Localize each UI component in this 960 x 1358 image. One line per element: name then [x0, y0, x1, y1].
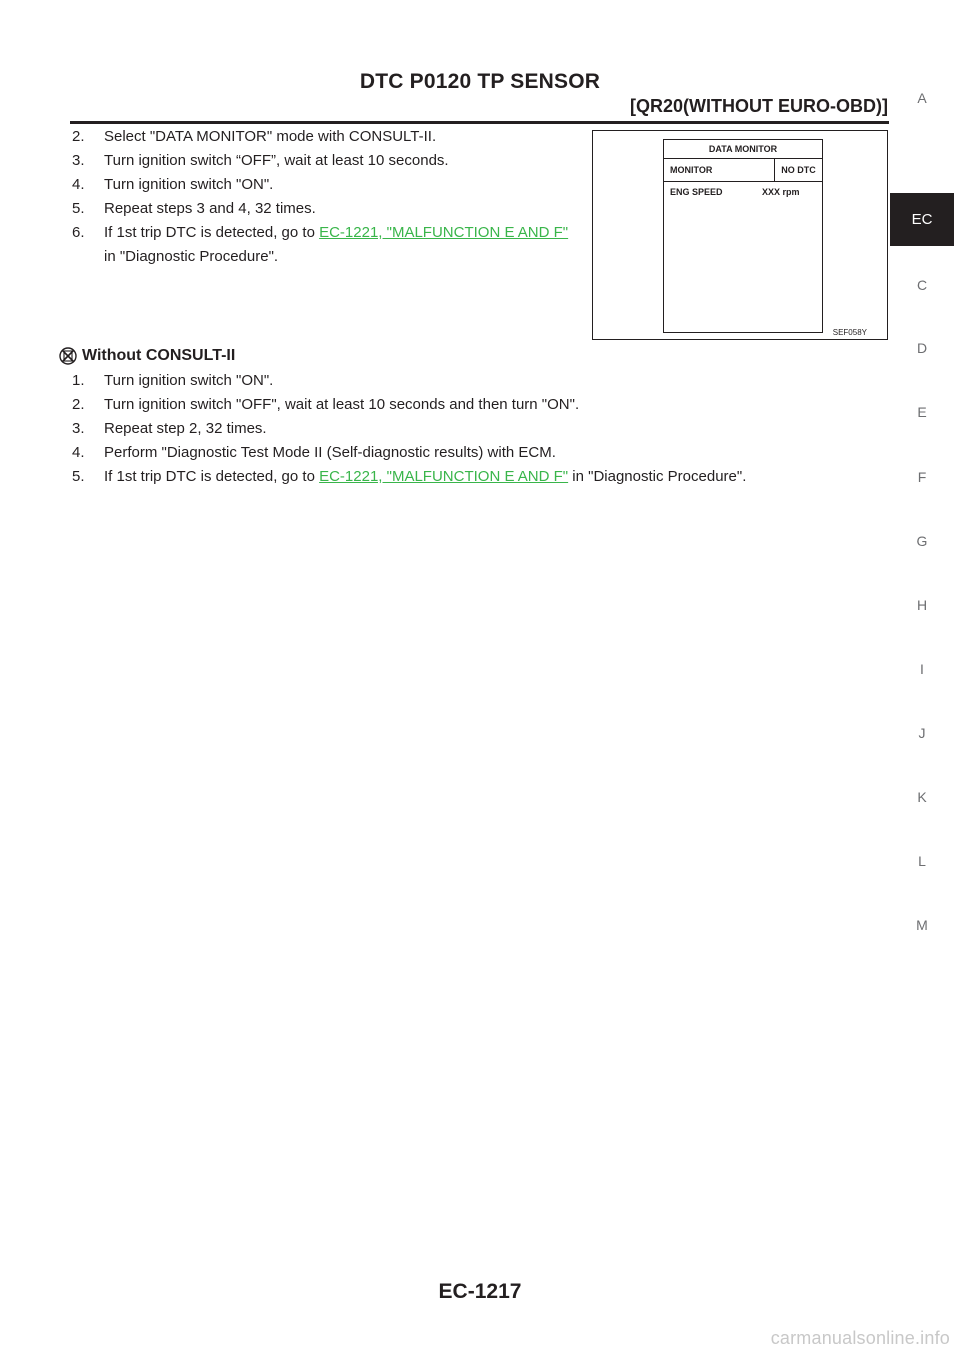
section-tab-k[interactable]: K [917, 789, 927, 805]
malfunction-e-f-link[interactable]: EC-1221, "MALFUNCTION E AND F" [319, 224, 569, 241]
section-tab-a[interactable]: A [917, 90, 927, 106]
step-item: 2. Turn ignition switch "OFF", wait at least 10 seconds and then turn "ON". [72, 396, 580, 413]
screen-title: DATA MONITOR [664, 140, 822, 159]
step-item: 4. Turn ignition switch "ON". [72, 176, 274, 193]
consult-screen [663, 139, 823, 333]
section-tab-j[interactable]: J [918, 725, 926, 741]
section-tab-i[interactable]: I [920, 661, 924, 677]
item-name: ENG SPEED [670, 187, 723, 197]
step-item: 6. If 1st trip DTC is detected, go to EC-1221, "MALFUNCTION E AND F" in "Diagnostic Procedure". [72, 224, 569, 265]
screen-data-row [664, 182, 822, 202]
malfunction-e-f-link[interactable]: EC-1221, "MALFUNCTION E AND F" [319, 468, 569, 485]
dtc-status-label: NO DTC [781, 165, 816, 175]
section-tab-l[interactable]: L [918, 853, 926, 869]
step-item: 5. Repeat steps 3 and 4, 32 times. [72, 200, 316, 217]
section-tab-f[interactable]: F [917, 469, 927, 485]
monitor-column-label: MONITOR [664, 159, 775, 181]
header-divider [70, 121, 889, 124]
figure-code: SEF058Y [832, 328, 867, 337]
section-tab-c[interactable]: C [916, 277, 928, 293]
item-value: XXX rpm [762, 187, 800, 197]
section-index [890, 0, 960, 1358]
step-item: 2. Select "DATA MONITOR" mode with CONSULT-II. [72, 128, 437, 145]
step-item: 4. Perform "Diagnostic Test Mode II (Self-diagnostic results) with ECM. [72, 444, 556, 461]
without-consult-heading [72, 346, 235, 366]
step-item: 5. If 1st trip DTC is detected, go to EC-1221, "MALFUNCTION E AND F" in "Diagnostic Procedure". [72, 468, 747, 485]
page-number: EC-1217 [438, 1280, 522, 1303]
section-tab-m[interactable]: M [916, 917, 928, 933]
section-tab-ec-active[interactable]: EC [890, 193, 954, 246]
no-consult-tool-icon [58, 346, 78, 366]
section-tab-g[interactable]: G [916, 533, 928, 549]
screen-header-row [664, 159, 822, 182]
data-monitor-figure [592, 130, 888, 340]
section-heading-text: Without CONSULT-II [82, 347, 236, 364]
step-item: 3. Turn ignition switch “OFF”, wait at least 10 seconds. [72, 152, 449, 169]
section-tab-d[interactable]: D [916, 340, 928, 356]
watermark: carmanualsonline.info [770, 1328, 950, 1348]
step-item: 1. Turn ignition switch "ON". [72, 372, 274, 389]
section-tab-e[interactable]: E [917, 404, 927, 420]
page-title: DTC P0120 TP SENSOR [359, 70, 601, 93]
page-subtitle: [QR20(WITHOUT EURO-OBD)] [630, 96, 888, 116]
section-tab-h[interactable]: H [916, 597, 928, 613]
step-item: 3. Repeat step 2, 32 times. [72, 420, 267, 437]
